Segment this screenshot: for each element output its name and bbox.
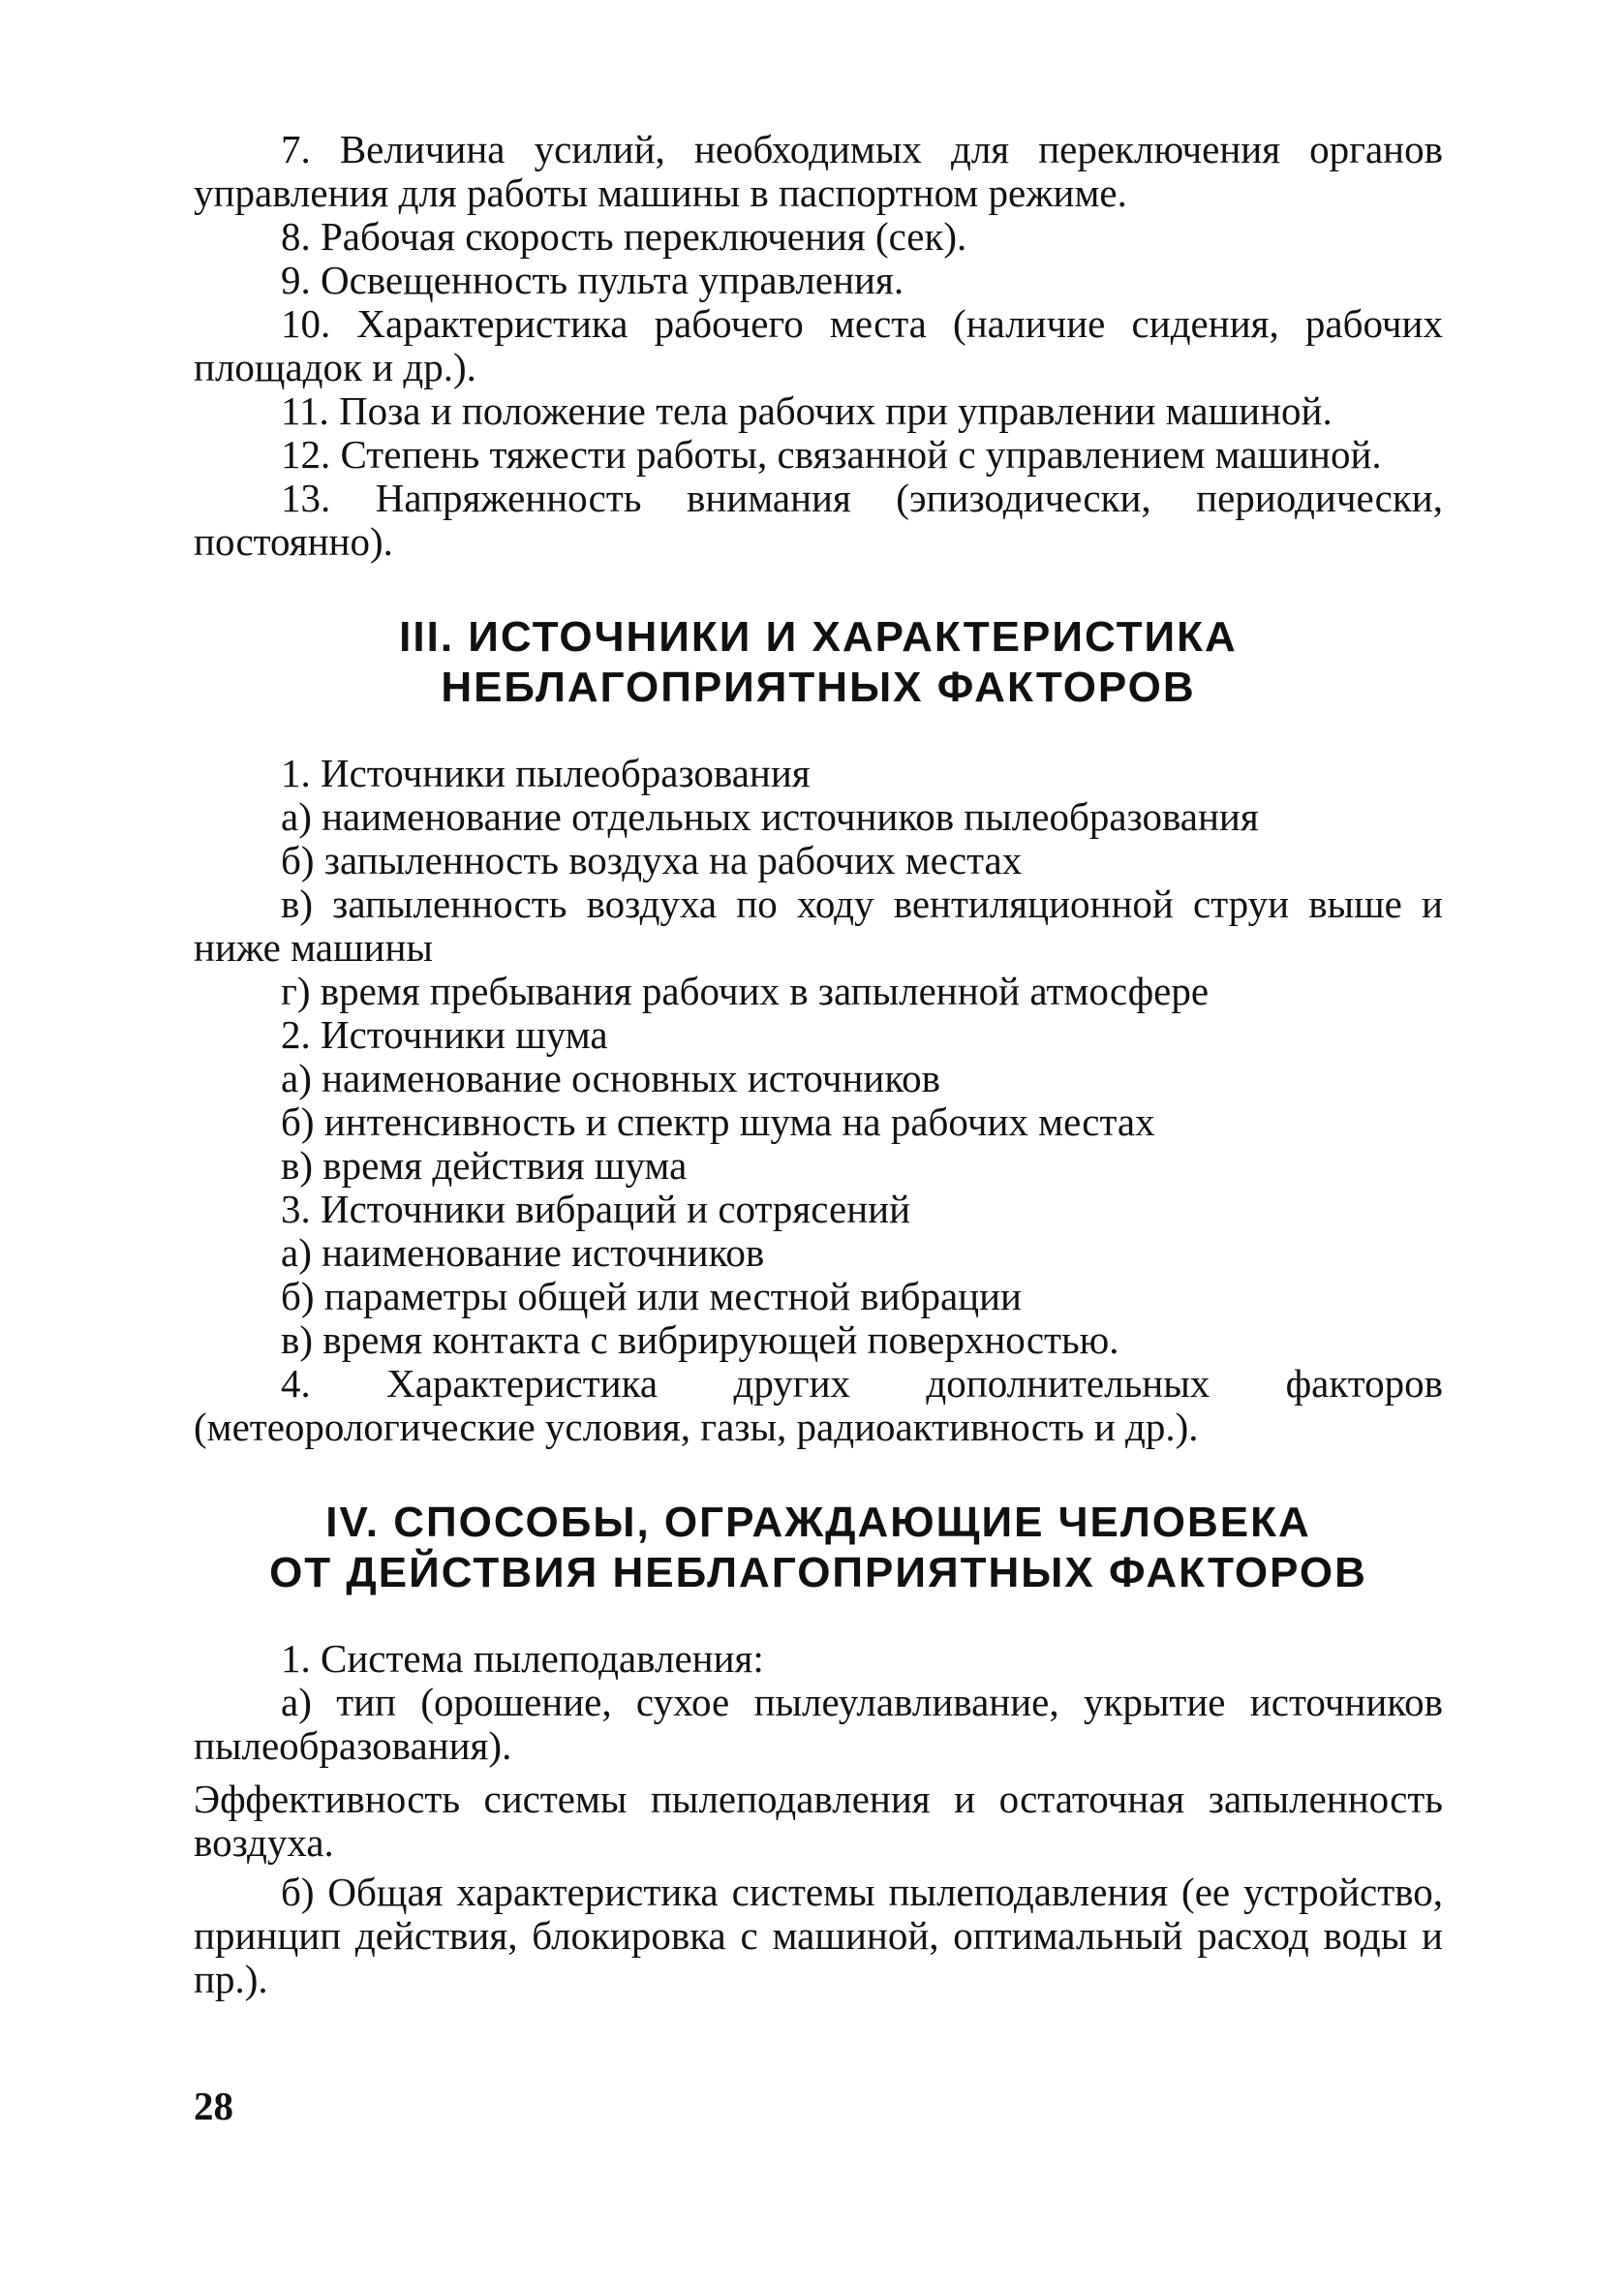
list-item: в) запыленность воздуха по ходу вентиляционной струи выше и ниже машины <box>194 882 1443 970</box>
list-item-11: 11. Поза и положение тела рабочих при управлении машиной. <box>281 388 1333 433</box>
list-item: б) параметры общей или местной вибрации <box>281 1274 1022 1318</box>
list-item: б) интенсивность и спектр шума на рабочих местах <box>281 1099 1155 1144</box>
list-item: 4. Характеристика других дополнительных факторов (метеорологические условия, газы, радиоактивность и др.). <box>194 1361 1443 1449</box>
list-item: а) наименование основных источников <box>281 1056 941 1100</box>
list-item: а) тип (орошение, сухое пылеулавливание, укрытие источников пылеобразования). <box>194 1680 1443 1768</box>
spacer <box>194 1598 1443 1637</box>
list-item: 1. Система пылеподавления: <box>281 1636 764 1681</box>
paragraph: Эффективность системы пылеподавления и остаточная запыленность воздуха. <box>194 1777 1443 1865</box>
list-item: 2. Источники шума <box>281 1012 608 1057</box>
list-item-9: 9. Освещенность пульта управления. <box>281 258 904 302</box>
section-iv-heading-line2: ОТ ДЕЙСТВИЯ НЕБЛАГОПРИЯТНЫХ ФАКТОРОВ <box>269 1549 1367 1596</box>
list-item: в) время контакта с вибрирующей поверхностью. <box>281 1317 1119 1362</box>
section-iii-heading-line2: НЕБЛАГОПРИЯТНЫХ ФАКТОРОВ <box>441 664 1196 711</box>
list-item-8: 8. Рабочая скорость переключения (сек). <box>281 214 967 259</box>
document-page <box>194 128 1443 2249</box>
list-item-7: 7. Величина усилий, необходимых для переключения органов управления для работы машины в паспортном режиме. <box>194 127 1443 215</box>
section-ii-continued <box>194 128 1443 564</box>
list-item: г) время пребывания рабочих в запыленной атмосфере <box>281 969 1210 1013</box>
list-item-13: 13. Напряженность внимания (эпизодически, периодически, постоянно). <box>194 476 1443 564</box>
list-item: б) Общая характеристика системы пылеподавления (ее устройство, принцип действия, блокировка с машиной, оптимальный расход воды и пр.). <box>194 1870 1443 2001</box>
list-item: а) наименование источников <box>281 1230 765 1275</box>
list-item: б) запыленность воздуха на рабочих местах <box>281 838 1023 882</box>
spacer <box>194 564 1443 612</box>
spacer <box>194 1449 1443 1498</box>
list-item: а) наименование отдельных источников пылеобразования <box>281 794 1259 839</box>
spacer <box>194 713 1443 752</box>
section-iv-heading-line1: IV. СПОСОБЫ, ОГРАЖДАЮЩИЕ ЧЕЛОВЕКА <box>325 1499 1311 1546</box>
list-item: 3. Источники вибраций и сотрясений <box>281 1187 911 1231</box>
section-iv <box>194 1498 1443 2001</box>
list-item: 1. Источники пылеобразования <box>281 751 811 795</box>
section-iii-heading-line1: III. ИСТОЧНИКИ И ХАРАКТЕРИСТИКА <box>399 613 1238 661</box>
list-item: в) время действия шума <box>281 1143 688 1188</box>
list-item-12: 12. Степень тяжести работы, связанной с управлением машиной. <box>281 432 1382 477</box>
page-number: 28 <box>194 2084 233 2128</box>
section-iii <box>194 612 1443 1449</box>
list-item-10: 10. Характеристика рабочего места (наличие сидения, рабочих площадок и др.). <box>194 301 1443 389</box>
